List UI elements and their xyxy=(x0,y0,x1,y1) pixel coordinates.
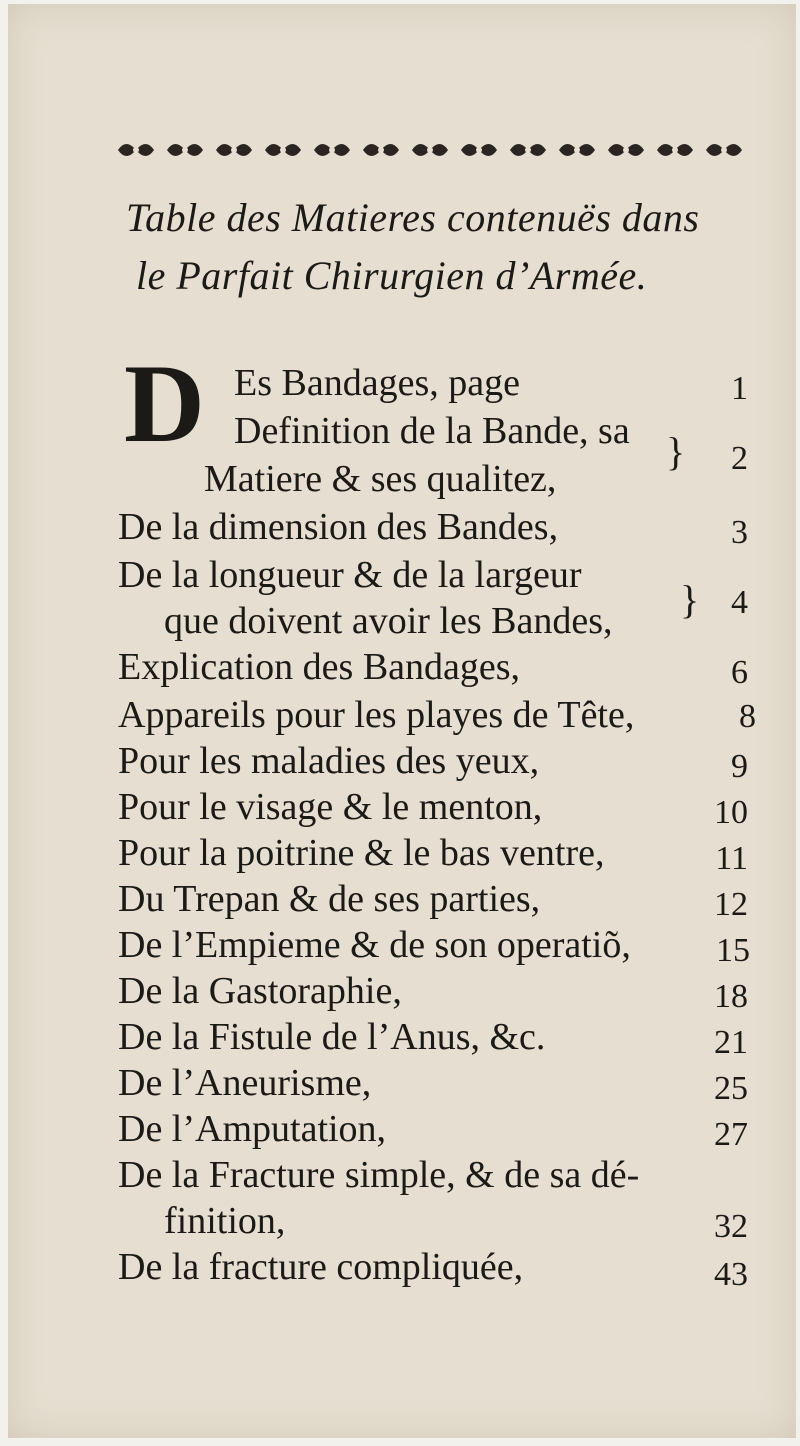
ornament-icon xyxy=(459,136,499,164)
toc-entry-page: 2 xyxy=(731,440,748,477)
toc-entry-text: Matiere & ses qualitez, xyxy=(204,458,557,500)
toc-entry-page: 32 xyxy=(714,1208,748,1245)
toc-entry-text: De l’Amputation, xyxy=(118,1108,387,1150)
toc-entry-text: Du Trepan & de ses parties, xyxy=(118,878,541,920)
toc-brace: } xyxy=(680,577,700,622)
toc-entry-page: 43 xyxy=(714,1256,748,1293)
ornament-icon xyxy=(410,136,450,164)
ornament-icon xyxy=(263,136,303,164)
toc-entry-page: 27 xyxy=(714,1116,748,1153)
ornament-icon xyxy=(606,136,646,164)
toc-entry-page: 11 xyxy=(715,840,748,877)
toc-entry-page: 12 xyxy=(714,886,748,923)
toc-entry-page: 25 xyxy=(714,1070,748,1107)
toc-entry-text: De la fracture compliquée, xyxy=(118,1246,524,1288)
toc-entry-page: 1 xyxy=(731,370,748,407)
toc-entry-page: 3 xyxy=(731,514,748,551)
toc-entry-text: Explication des Bandages, xyxy=(118,646,521,688)
book-page xyxy=(8,4,796,1438)
toc-entry-text: Appareils pour les playes de Tête, xyxy=(118,694,635,736)
toc-entry-text: Pour la poitrine & le bas ventre, xyxy=(118,832,605,874)
toc-entry-text: De la Fracture simple, & de sa dé- xyxy=(118,1154,640,1196)
ornament-icon xyxy=(361,136,401,164)
ornament-icon xyxy=(116,136,156,164)
toc-entry-text: De la longueur & de la largeur xyxy=(118,554,582,596)
toc-entry-text: De la Gastoraphie, xyxy=(118,970,402,1012)
toc-entry-text: Es Bandages, page xyxy=(234,362,520,404)
title-line-1: Table des Matieres contenuës dans xyxy=(126,195,700,240)
toc-entry-text: De la dimension des Bandes, xyxy=(118,506,559,548)
toc-entry-text: Pour le visage & le menton, xyxy=(118,786,543,828)
toc-entry-text: Pour les maladies des yeux, xyxy=(118,740,540,782)
toc-entry-page: 6 xyxy=(731,654,748,691)
drop-cap: D xyxy=(124,342,205,466)
toc-entry-text: finition, xyxy=(164,1200,286,1242)
ornament-icon xyxy=(165,136,205,164)
toc-entry-page: 9 xyxy=(731,748,748,785)
toc-entry-page: 15 xyxy=(716,932,750,969)
toc-entry-text: Definition de la Bande, sa xyxy=(234,410,630,452)
ornament-icon xyxy=(508,136,548,164)
title-line-2: le Parfait Chirurgien d’Armée. xyxy=(136,253,648,298)
toc-entry-text: De l’Empieme & de son operatiõ, xyxy=(118,924,631,966)
toc-entry-text: que doivent avoir les Bandes, xyxy=(164,600,613,642)
toc-entry-page: 18 xyxy=(714,978,748,1015)
toc-entry-page: 21 xyxy=(714,1024,748,1061)
ornament-icon xyxy=(704,136,744,164)
toc-entry-page: 8 xyxy=(739,698,756,735)
ornament-icon xyxy=(655,136,695,164)
toc-entry-page: 4 xyxy=(731,584,748,621)
page-title xyxy=(126,189,766,305)
ornament-icon xyxy=(214,136,254,164)
toc-entry-text: De l’Aneurisme, xyxy=(118,1062,372,1104)
toc-brace: } xyxy=(666,429,686,474)
toc-entry-page: 10 xyxy=(714,794,748,831)
decorative-header-ornament xyxy=(116,126,744,174)
ornament-icon xyxy=(557,136,597,164)
ornament-icon xyxy=(312,136,352,164)
toc-entry-text: De la Fistule de l’Anus, &c. xyxy=(118,1016,546,1058)
